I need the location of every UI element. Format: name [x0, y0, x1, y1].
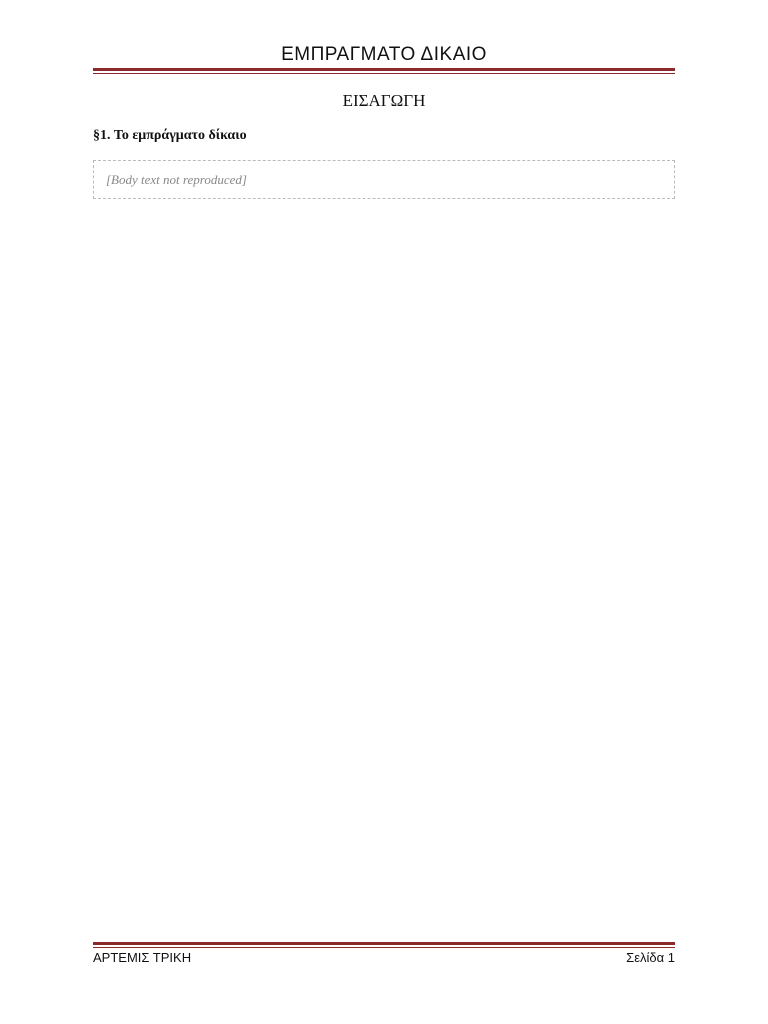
body-text-placeholder: [Body text not reproduced]: [93, 160, 675, 199]
section-heading: ΕΙΣΑΓΩΓΗ: [342, 91, 426, 110]
footer-page-number: Σελίδα 1: [626, 950, 675, 965]
running-header-title: ΕΜΠΡΑΓΜΑΤΟ ΔΙΚΑΙΟ: [281, 44, 487, 65]
footer-author: ΑΡΤΕΜΙΣ ΤΡΙΚΗ: [93, 950, 192, 965]
footer-rule: [93, 942, 675, 945]
header-rule: [93, 68, 675, 71]
footer-rule-thin: [93, 947, 675, 948]
document-body: [93, 92, 675, 213]
header-rule-thin: [93, 73, 675, 74]
chapter-title: §1. Το εμπράγματο δίκαιο: [93, 128, 247, 143]
